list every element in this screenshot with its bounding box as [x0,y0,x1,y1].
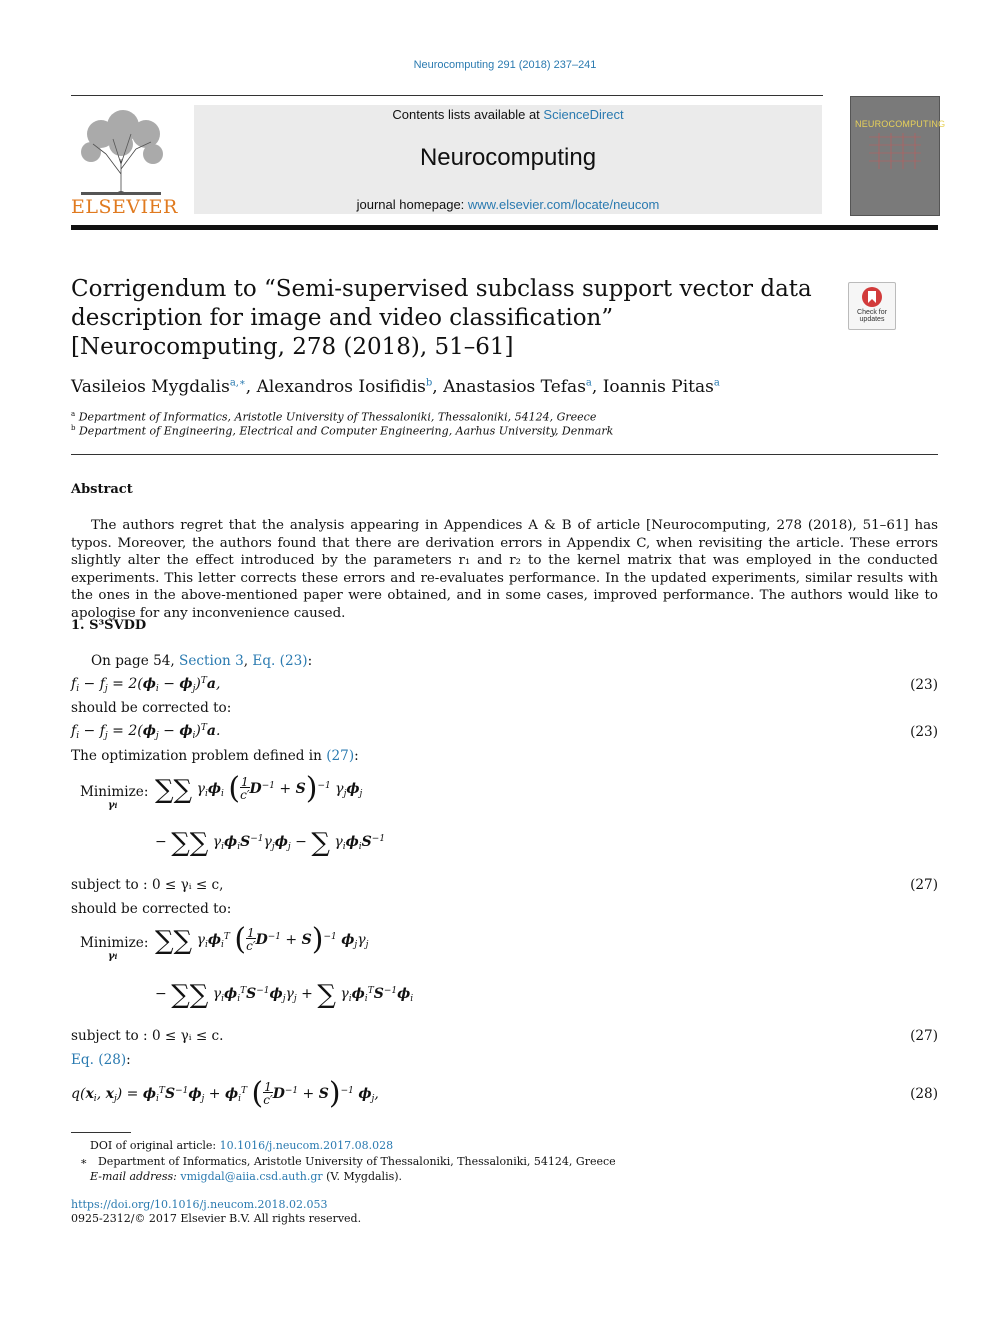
email-link[interactable]: vmigdal@aiia.csd.auth.gr [180,1170,323,1183]
footnote-text: DOI of original article: [90,1139,220,1152]
footnote-text: Department of Informatics, Aristotle University of Thessaloniki, Thessaloniki, 54124, Greece [97,1155,616,1168]
author-affiliation-mark[interactable]: b [425,377,433,389]
publisher-wordmark: ELSEVIER [71,196,178,218]
equation-link[interactable]: Eq. (28) [71,1052,127,1068]
bookmark-icon [861,286,883,308]
journal-name: Neurocomputing [419,144,597,171]
section-link[interactable]: Section 3 [179,653,244,669]
homepage-line [194,197,822,212]
homepage-link[interactable]: www.elsevier.com/locate/neucom [467,197,660,212]
author-name: Alexandros Iosifidis [256,377,426,397]
affiliation [71,424,613,438]
equation-27-original-line2: − ∑∑ $\gamma_i\phi_iS^{-1}\gamma_j\phi_j$ − ∑ $\gamma_i\phi_iS^{-1}$ [155,828,386,858]
subject-to: subject to : 0 ≤ γᵢ ≤ c. [71,1028,224,1044]
subject-to: subject to : 0 ≤ γᵢ ≤ c, [71,877,224,893]
sciencedirect-link[interactable]: ScienceDirect [543,107,624,122]
body-text: On page 54, [91,653,180,669]
affiliation-mark: a [71,410,76,418]
equation-number: (28) [910,1086,938,1102]
section-rule [71,454,938,455]
cover-title: NEUROCOMPUTING [855,119,946,129]
minimize-label: Minimize: γi [80,784,149,811]
abstract-heading: Abstract [71,482,133,497]
footnote-corresponding [80,1155,616,1168]
body-paragraph: Eq. (28): [71,1052,131,1068]
minimize-label: Minimize: γi [80,935,149,962]
footnote-email [90,1170,402,1183]
equation-number: (27) [910,1028,938,1044]
email-label: E-mail address: [90,1170,181,1183]
equation-link[interactable]: (27) [326,748,355,764]
equation-number: (23) [910,724,938,740]
body-paragraph: The optimization problem defined in (27): [71,748,359,764]
equation-number: (23) [910,677,938,693]
copyright: 0925-2312/© 2017 Elsevier B.V. All rights reserved. [71,1212,362,1225]
homepage-prefix: journal homepage: [356,197,468,212]
body-paragraph: On page 54, Section 3, Eq. (23): [91,653,313,669]
header-thick-rule [71,225,938,230]
footnote-doi-original [90,1139,393,1152]
journal-cover-thumbnail [850,96,946,216]
body-text: should be corrected to: [71,700,232,716]
body-text: should be corrected to: [71,901,232,917]
author-list: Vasileios Mygdalis$^{a,∗}$, Alexandros Iosifidis$^b$, Anastasios Tefas$^a$, Ioannis Pitas$^a$ [71,377,720,397]
article-title: Corrigendum to “Semi-supervised subclass support vector data description for image and video classification” [Neurocomputing, 278 (2018), 51–61] [71,276,812,360]
footnote-text: (V. Mygdalis). [322,1170,403,1183]
author-affiliation-mark[interactable]: a [585,377,592,389]
author-affiliation-mark[interactable]: a [713,377,720,389]
author-name: Vasileios Mygdalis [71,377,230,397]
contents-line [194,107,822,122]
body-text: The optimization problem defined in [71,748,327,764]
equation-27-original-line1: ∑∑ $\gamma_i\phi_i$ (1 $c'D^{-1} + S)^{-1}$ $\gamma_j\phi_j$ [155,771,363,806]
equation-link[interactable]: Eq. (23) [252,653,308,669]
equation-28: $q(x_i$, $x_j) = \phi_i^TS^{-1}\phi_j + \phi_i^T$ (1 $c'D^{-1} + S)^{-1}$ $\phi_j$, [71,1076,379,1111]
equation-23-corrected: $f_i - f_j = 2(\phi_j - \phi_i)^Ta$. [71,723,221,741]
affiliation-text: Department of Informatics, Aristotle University of Thessaloniki, Thessaloniki, 54124, Greece [78,410,597,424]
cover-grid-icon [869,133,921,169]
check-updates-text: Check for updates [857,309,887,323]
equation-23-original: $f_i - f_j = 2(\phi_i - \phi_j)^Ta$, [71,676,221,694]
affiliation-mark: b [71,424,76,432]
footnote-mark: ∗ [80,1155,88,1168]
doi-original-link[interactable]: 10.1016/j.neucom.2017.08.028 [219,1139,394,1152]
journal-reference[interactable]: Neurocomputing 291 (2018) 237–241 [413,59,597,71]
author-affiliation-mark[interactable]: a,∗ [229,377,246,389]
affiliation-text: Department of Engineering, Electrical and Computer Engineering, Aarhus University, Denmark [78,424,614,438]
contents-prefix: Contents lists available at [392,107,544,122]
equation-27-corrected-line2: − ∑∑ $\gamma_i\phi_i^TS^{-1}\phi_j\gamma_j$ + ∑ $\gamma_i\phi_i^TS^{-1}\phi_i$ [155,980,414,1010]
author-name: Ioannis Pitas [602,377,714,397]
header-rule [71,95,823,96]
equation-number: (27) [910,877,938,893]
abstract-text: The authors regret that the analysis appearing in Appendices A & B of article [Neurocomputing, 278 (2018), 51–61] has typos. Moreover, the authors found that there are derivation errors in Appendix C, when revisiting the article. These errors slightly alter the effect introduced by the parameters r₁ and r₂ to the kernel matrix that was employed in the conducted experiments. This letter corrects these errors and re-evaluates performance. In the updated experiments, similar results with the ones in the above-mentioned paper were obtained, and in some cases, improved performance. The authors would like to apologise for any inconvenience caused. [71,518,938,621]
section-heading: 1. S³SVDD [71,618,147,633]
footnote-rule [71,1132,131,1133]
doi-link[interactable]: https://doi.org/10.1016/j.neucom.2018.02.053 [71,1198,328,1211]
affiliation [71,410,596,424]
author-name: Anastasios Tefas [443,377,586,397]
check-for-updates-badge[interactable] [848,282,896,330]
equation-27-corrected-line1: ∑∑ $\gamma_i\phi_i^T$ (1 $c'D^{-1} + S)^{-1}$ $\phi_j\gamma_j$ [155,922,369,957]
